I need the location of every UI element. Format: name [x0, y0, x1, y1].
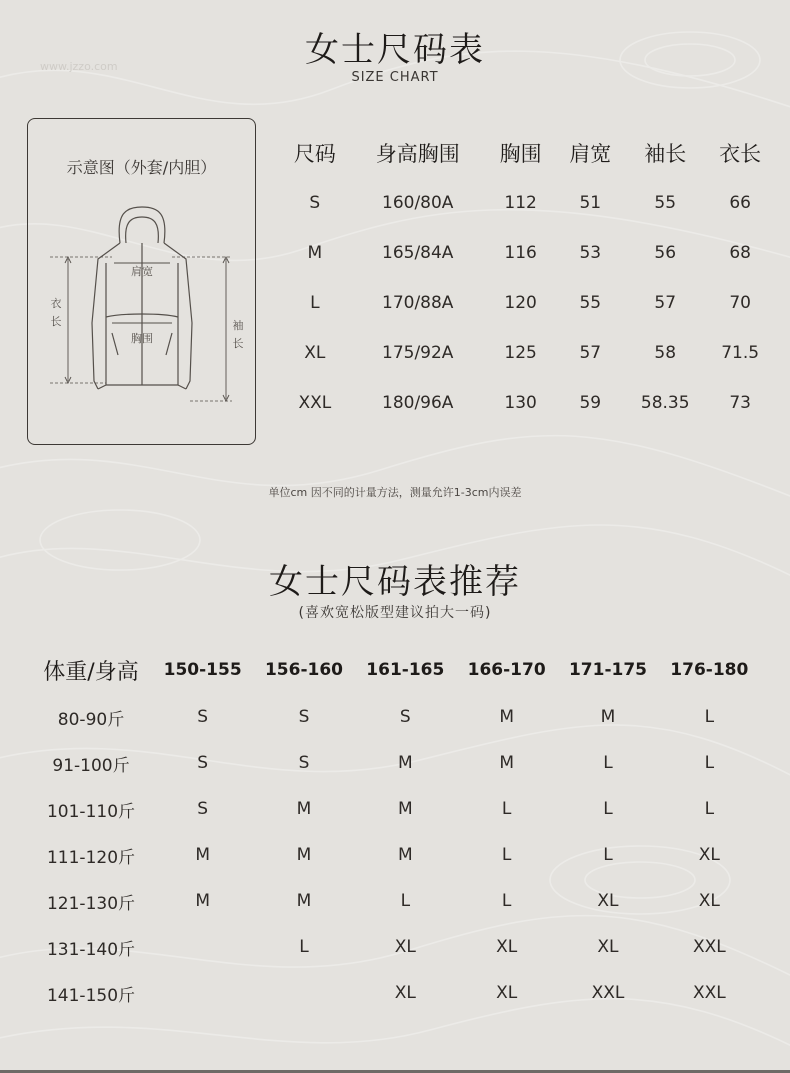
table-cell: 71.5 — [721, 343, 760, 363]
table-row — [30, 878, 760, 924]
weight-cell: 111-120斤 — [46, 847, 136, 868]
table-cell: L — [501, 891, 512, 911]
table-cell: M — [296, 845, 312, 865]
table-cell: XL — [496, 983, 518, 1003]
table-cell: M — [499, 707, 514, 727]
table-cell: XL — [698, 891, 720, 911]
table-cell: 57 — [579, 343, 602, 363]
table-row — [30, 786, 760, 832]
table-cell: L — [310, 293, 320, 313]
table-cell: L — [603, 799, 613, 819]
table-cell: M — [397, 799, 413, 819]
table-row — [30, 694, 760, 740]
table-cell: 73 — [729, 393, 751, 413]
weight-cell: 80-90斤 — [57, 709, 125, 730]
table-cell: XXL — [692, 937, 726, 957]
table-cell: 160/80A — [382, 193, 454, 213]
table-cell: S — [197, 799, 209, 819]
table-cell: 59 — [579, 393, 602, 413]
table-cell: L — [704, 799, 715, 819]
table-cell: S — [298, 707, 310, 727]
header-height-range: 171-175 — [568, 660, 647, 680]
table-row — [30, 970, 760, 1016]
table-row — [30, 832, 760, 878]
table-cell: M — [600, 707, 616, 727]
table-cell: 55 — [654, 193, 677, 213]
weight-cell: 141-150斤 — [46, 985, 136, 1006]
table-cell: L — [704, 707, 715, 727]
table-cell: 56 — [654, 243, 677, 263]
table-row — [280, 228, 775, 278]
table-row — [280, 178, 775, 228]
table-cell: M — [499, 753, 514, 773]
table-cell: S — [298, 753, 310, 773]
table-cell: XL — [394, 983, 416, 1003]
table-cell: M — [307, 243, 323, 263]
header-size: 尺码 — [293, 142, 336, 166]
table-cell: XL — [698, 845, 720, 865]
size-chart-title: 女士尺码表 — [305, 30, 485, 70]
table-cell: L — [501, 845, 512, 865]
table-cell: 53 — [579, 243, 602, 263]
table-cell: M — [397, 845, 413, 865]
table-cell: L — [400, 891, 411, 911]
jacket-measurement-diagram — [42, 203, 242, 407]
table-cell: 175/92A — [382, 343, 454, 363]
table-row — [30, 740, 760, 786]
label-sleeve-2: 长 — [232, 337, 244, 350]
table-cell: 70 — [729, 293, 751, 313]
table-cell: M — [296, 891, 312, 911]
table-cell: L — [603, 753, 613, 773]
table-cell: M — [296, 799, 312, 819]
table-cell: XL — [597, 891, 619, 911]
table-cell: 112 — [504, 193, 537, 213]
table-row — [280, 328, 775, 378]
garment-diagram-panel — [27, 118, 256, 445]
table-cell: 55 — [579, 293, 602, 313]
table-cell: L — [603, 845, 613, 865]
size-chart-header-row — [280, 128, 775, 178]
table-cell: 58 — [654, 343, 677, 363]
table-cell — [253, 970, 354, 1016]
header-chest: 胸围 — [499, 142, 542, 166]
header-sleeve: 袖长 — [644, 142, 687, 166]
table-cell: M — [397, 753, 413, 773]
label-sleeve-1: 袖 — [232, 319, 244, 332]
table-cell: M — [195, 845, 210, 865]
table-cell — [152, 924, 253, 970]
table-cell: S — [197, 753, 209, 773]
table-cell: L — [501, 799, 512, 819]
recommendation-title: 女士尺码表推荐 — [269, 562, 521, 602]
weight-cell: 121-130斤 — [46, 893, 136, 914]
size-chart-subtitle: SIZE CHART — [351, 70, 439, 85]
label-shoulder: 肩宽 — [131, 265, 153, 278]
header-height-range: 150-155 — [163, 660, 242, 680]
table-cell: S — [197, 707, 209, 727]
table-cell: 116 — [504, 243, 537, 263]
table-cell: XL — [597, 937, 619, 957]
weight-cell: 131-140斤 — [46, 939, 136, 960]
header-shoulder: 肩宽 — [569, 142, 612, 166]
weight-cell: 91-100斤 — [52, 755, 130, 776]
recommendation-header-row — [30, 646, 760, 694]
weight-cell: 101-110斤 — [46, 801, 136, 822]
header-height-range: 166-170 — [467, 660, 546, 680]
table-cell: 125 — [504, 343, 537, 363]
table-cell: 51 — [579, 193, 602, 213]
measurement-note: 单位cm 因不同的计量方法，测量允许1-3cm内误差 — [268, 486, 522, 499]
table-cell: 58.35 — [640, 393, 690, 413]
table-cell: 130 — [504, 393, 537, 413]
table-cell: L — [704, 753, 715, 773]
label-length-1: 衣 — [50, 297, 62, 310]
table-row — [280, 278, 775, 328]
table-cell: L — [299, 937, 309, 957]
table-cell: M — [195, 891, 210, 911]
header-weight-height: 体重/身高 — [43, 659, 139, 685]
header-height-range: 156-160 — [264, 660, 343, 680]
table-cell: 68 — [729, 243, 751, 263]
table-cell: 57 — [654, 293, 677, 313]
recommendation-table — [30, 646, 760, 1016]
table-cell: S — [309, 193, 321, 213]
table-cell: S — [399, 707, 411, 727]
table-cell: 120 — [504, 293, 537, 313]
table-cell — [152, 970, 253, 1016]
header-height-chest: 身高胸围 — [375, 142, 460, 166]
watermark-text: www.jzzo.com — [40, 60, 118, 73]
table-cell: XL — [496, 937, 518, 957]
table-cell: XXL — [692, 983, 726, 1003]
table-row — [30, 924, 760, 970]
label-length-2: 长 — [50, 315, 62, 328]
header-height-range: 161-165 — [366, 660, 445, 680]
diagram-caption: 示意图（外套/内胆） — [66, 158, 217, 177]
table-cell: XXL — [298, 393, 332, 413]
table-cell: XL — [394, 937, 416, 957]
table-row — [280, 378, 775, 428]
header-length: 衣长 — [719, 142, 762, 166]
label-chest: 胸围 — [131, 332, 153, 345]
size-chart-table — [280, 128, 775, 428]
table-cell: 165/84A — [382, 243, 454, 263]
header-height-range: 176-180 — [670, 660, 749, 680]
table-cell: 170/88A — [382, 293, 454, 313]
recommendation-subtitle: (喜欢宽松版型建议拍大一码) — [298, 605, 492, 621]
table-cell: XXL — [591, 983, 625, 1003]
table-cell: 180/96A — [382, 393, 454, 413]
table-cell: 66 — [729, 193, 751, 213]
table-cell: XL — [304, 343, 326, 363]
